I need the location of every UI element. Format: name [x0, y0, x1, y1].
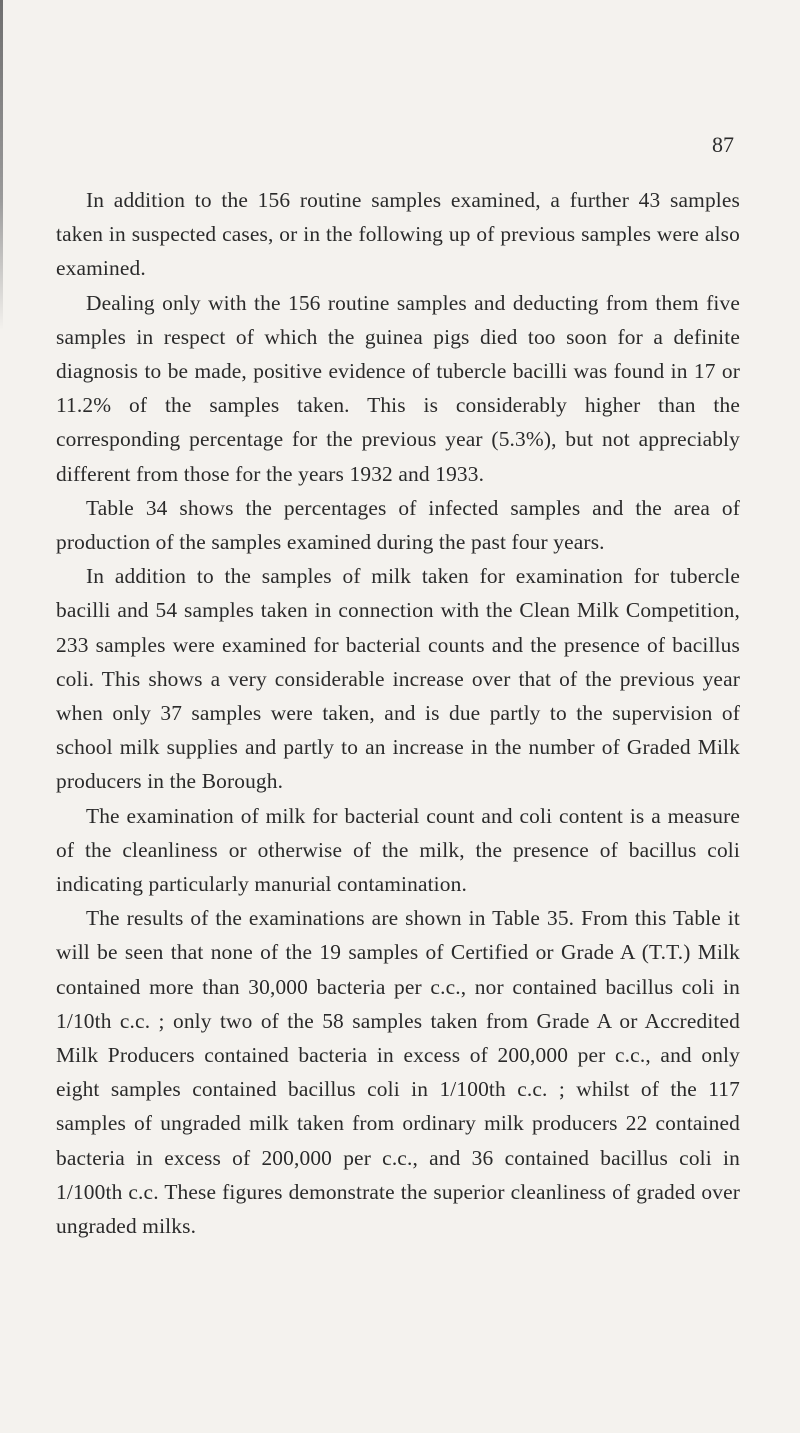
paragraph-table-35-results: The results of the examinations are shown in Table 35. From this Table it will be seen that none of the 19 samples of Certified or Grade A (T.T.) Milk contained more than 30,000 bacteria per c.c., nor contained bacillus coli in 1/10th c.c. ; only two of the 58 samples taken from Grade A or Accredited Milk Producers contained bacteria in excess of 200,000 per c.c., and only eight samples contained bacillus coli in 1/100th c.c. ; whilst of the 117 samples of ungraded milk taken from ordinary milk producers 22 contained bacteria in excess of 200,000 per c.c., and 36 contained bacillus coli in 1/100th c.c. These figures demonstrate the superior cleanliness of graded over ungraded milks. — [56, 906, 740, 1239]
body-text — [56, 183, 740, 1243]
paragraph-routine-samples: In addition to the 156 routine samples examined, a further 43 samples taken in suspected cases, or in the following up of previous samples were also examined. — [56, 188, 740, 281]
page-binding-edge — [0, 0, 3, 330]
paragraph-table-34: Table 34 shows the percentages of infected samples and the area of production of the samples examined during the past four years. — [56, 495, 740, 555]
paragraph-tubercle-findings: Dealing only with the 156 routine samples and deducting from them five samples in respect of which the guinea pigs died too soon for a definite diagnosis to be made, positive evidence of tubercle bacilli was found in 17 or 11.2% of the samples taken. This is considerably higher than the corresponding percentage for the previous year (5.3%), but not appreciably different from those for the years 1932 and 1933. — [56, 290, 740, 486]
page-number: 87 — [712, 132, 734, 157]
paragraph-bacterial-counts: In addition to the samples of milk taken for examination for tubercle bacilli and 54 samples taken in connection with the Clean Milk Competition, 233 samples were examined for bacterial counts and the presence of bacillus coli. This shows a very considerable increase over that of the previous year when only 37 samples were taken, and is due partly to the supervision of school milk supplies and partly to an increase in the number of Graded Milk producers in the Borough. — [56, 564, 740, 794]
paragraph-cleanliness-measure: The examination of milk for bacterial count and coli content is a measure of the cleanliness or otherwise of the milk, the presence of bacillus coli indicating particularly manurial contamination. — [56, 803, 740, 897]
